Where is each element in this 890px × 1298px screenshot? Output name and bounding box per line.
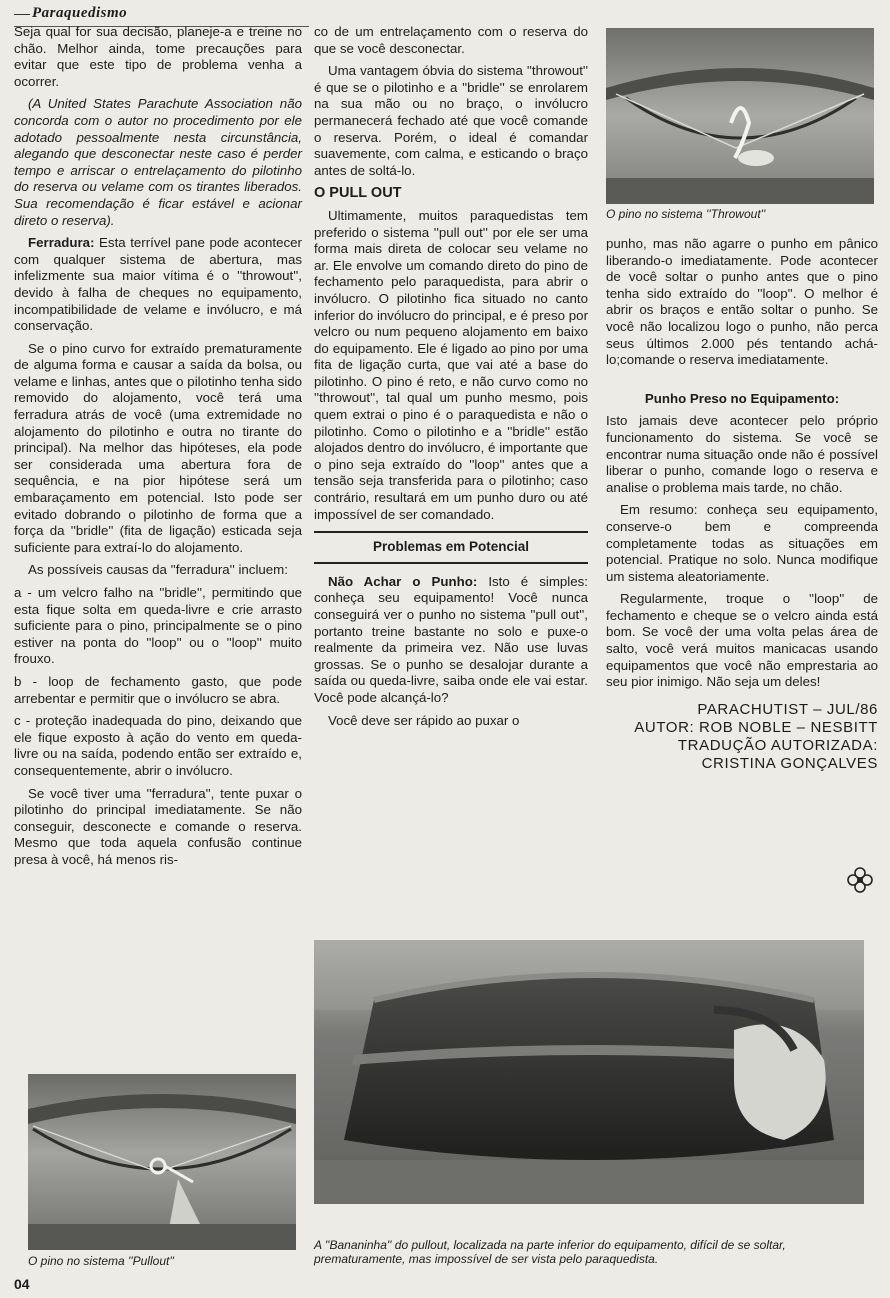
paragraph: Seja qual for sua decisão, planeje-a e treine no chão. Melhor ainda, tome precauções para evitar que este tipo de problema venha a ocorrer. (14, 24, 302, 89)
column-3 (606, 236, 878, 773)
end-ornament-icon (846, 866, 874, 894)
lead-ferradura: Ferradura: (28, 235, 95, 251)
boxed-heading-problemas: Problemas em Potencial (314, 531, 588, 564)
credit-line: AUTOR: ROB NOBLE – NESBITT (634, 718, 878, 736)
paragraph-ferradura (14, 235, 302, 335)
paragraph: Se você tiver uma ''ferradura'', tente puxar o pilotinho do principal imediatamente. Se não conseguir, desconecte e comande o reserva. Mesmo que toda aquela confusão continue presa à você, há menos ris- (14, 785, 302, 867)
uspa-note: (A United States Parachute Association não concorda com o autor no procedimento por ele adotado pessoalmente nesta circunstância, alegando que desconectar neste caso é perder tempo e arriscar o entrelaçamento do pilotinho do reserva ou velame com os tirantes liberados. Sua recomendação é ficar estável e acionar direto o reserva). (14, 96, 302, 228)
section-title: Paraquedismo (32, 5, 128, 21)
paragraph-text: Esta terrível pane pode acontecer com qualquer sistema de abertura, mas infelizmente sua maior vítima é o ''throwout'', devido à falha de cheques no equipamento, incompatibilidade de velame e invólucro, e má conservação. (14, 235, 302, 334)
paragraph-nao-achar (314, 574, 588, 707)
credit-line: CRISTINA GONÇALVES (701, 754, 878, 772)
article-credits (606, 701, 878, 773)
credit-line: PARACHUTIST – JUL/86 (697, 700, 878, 718)
paragraph: punho, mas não agarre o punho em pânico liberando-o imediatamente. Pode acontecer de você soltar o punho antes que o pino tenha sido extraído do ''loop''. O melhor é abrir os braços e então soltar o punho. Se você não localizou logo o punho, não perca seus últimos 2.000 pés tentando achá-lo;comande o reserva imediatamente. (606, 236, 878, 368)
column-2 (314, 24, 588, 735)
page-number: 04 (14, 1276, 30, 1292)
paragraph-text: Isto é simples: conheça seu equipamento! Você nunca conseguirá ver o punho no sistema ''pull out'', portanto treine bastante no solo e puxe-o realmente da primeira vez. Não use luvas grossas. Se o punho se desalojar durante a saída ou queda-livre, saiba onde ele vai estar. Você pode alcançá-lo? (314, 573, 588, 705)
paragraph: Você deve ser rápido ao puxar o (328, 712, 520, 728)
caption-bananinha: A ''Bananinha'' do pullout, localizada na parte inferior do equipamento, difícil de se soltar, prematuramente, mas impossível de ser vista pelo paraquedista. (314, 1238, 786, 1266)
section-heading-pull-out: O PULL OUT (314, 185, 402, 202)
caption-throwout: O pino no sistema ''Throwout'' (606, 207, 766, 221)
column-1 (14, 24, 302, 875)
paragraph: Se o pino curvo for extraído prematuramente de alguma forma e causar a saída da bolsa, ou velame e linhas, antes que o pilotinho tenha sido removido do alojamento, você terá uma ferradura atrás de você (uma extremidade no alojamento do pilotinho e outra no tirante do principal). Na melhor das hipóteses, ela pode ser considerada uma abertura fora de sequência, e na pior hipótese será um embaraçamento em potencial. Isto pode ser evitado dobrando o pilotinho de forma que a força da ''bridle'' (fita de ligação) esticada seja suficiente para extraí-lo do alojamento. (14, 340, 302, 555)
header-rule (14, 14, 30, 15)
paragraph: As possíveis causas da ''ferradura'' incluem: (28, 562, 288, 578)
photo-pullout-pin (28, 1074, 296, 1250)
list-item-c: c - proteção inadequada do pino, deixando que ele fique exposto à ação do vento em queda-livre ou na saída, podendo então ser extraído e, consequentemente, abrir o invólucro. (14, 713, 302, 778)
paragraph: Em resumo: conheça seu equipamento, conserve-o bem e compreenda completamente todas as situações em potencial. Pratique no solo. Nunca modifique um sistema aleatoriamente. (606, 502, 878, 584)
credit-line: TRADUÇÃO AUTORIZADA: (677, 736, 878, 754)
list-item-a: a - um velcro falho na ''bridle'', permitindo que esta fique solta em queda-livre e crie arrasto suficiente para o pino, principalmente se o pino estiver na ponta do ''loop'' ou o ''loop'' muito frouxo. (14, 585, 302, 667)
paragraph: Isto jamais deve acontecer pelo próprio funcionamento do sistema. Se você se encontrar numa situação onde não é possível liberar o punho, comande logo o reserva e analise o problema mais tarde, no chão. (606, 413, 878, 495)
lead-nao-achar: Não Achar o Punho: (328, 573, 478, 589)
paragraph: co de um entrelaçamento com o reserva do que se você desconectar. (314, 24, 588, 56)
paragraph: Ultimamente, muitos paraquedistas tem preferido o sistema ''pull out'' por ele ser uma forma mais direta de colocar seu velame no ar. Ele envolve um comando direto do pino de fechamento pelo paraquedista, para abrir o invólucro. O pilotinho fica situado no canto inferior do invólucro do principal, e é preso por velcro ou num pequeno alojamento em baixo do equipamento. Ele é ligado ao pino por uma fita de ligação curta, que vai até a base do pilotinho. O pino é reto, e não curvo como no ''throwout'', tal qual um punho mesmo, pois quem extrai o pino é o paraquedista e não o pilotinho. Como o pilotinho e a ''bridle'' estão alojados dentro do invólucro, é importante que o pino seja extraído do ''loop'' antes que a tensão seja transferida para o pilotinho; caso contrário, resultará em um punho duro ou até impossível de ser comandado. (314, 207, 588, 522)
photo-bananinha (314, 940, 864, 1204)
paragraph: Regularmente, troque o ''loop'' de fechamento e cheque se o velcro ainda está bom. Se você der uma volta pelas área de salto, você verá muitos manicacas usando equipamentos que você não emprestaria ao seu pior inimigo. Não seja um deles! (606, 591, 878, 690)
subheading-punho-preso: Punho Preso no Equipamento: (644, 390, 840, 406)
caption-pullout: O pino no sistema ''Pullout'' (28, 1254, 174, 1268)
paragraph: Uma vantagem óbvia do sistema ''throwout'' é que se o pilotinho e a ''bridle'' se enrolarem na sua mão ou no braço, o invólucro permanecerá fechado até que você comande o reserva. Porém, o ideal é comandar suavemente, com calma, e esticando o braço antes de soltá-lo. (314, 63, 588, 178)
list-item-b: b - loop de fechamento gasto, que pode arrebentar e permitir que o invólucro se abra. (14, 673, 302, 706)
photo-throwout-pin (606, 28, 874, 204)
